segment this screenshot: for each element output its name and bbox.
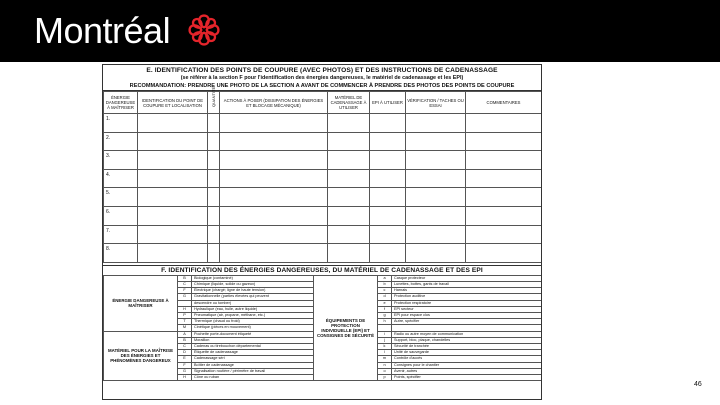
item-code: P (178, 312, 192, 318)
empty-cell (138, 169, 208, 188)
epi-code: a (378, 275, 392, 281)
epi-code: c (378, 288, 392, 294)
empty-cell (406, 244, 466, 263)
epi-code: h (378, 319, 392, 325)
epi-label: Protection auditive (392, 294, 543, 300)
epi-label: EPI secteur (392, 306, 543, 312)
city-logo-wordmark: Montréal (34, 10, 171, 51)
item-label: Gravitationnelle (parties élevées qui peuvent (192, 294, 314, 300)
empty-cell (208, 206, 220, 225)
item-label: Thermique (chaud ou froid) (192, 319, 314, 325)
empty-cell (138, 114, 208, 133)
energies-materials-table (103, 275, 542, 381)
empty-cell (220, 132, 328, 151)
epi-code: d (378, 294, 392, 300)
empty-cell (208, 114, 220, 133)
item-label: Hydraulique (eau, huile, autre liquide) (192, 306, 314, 312)
table-row (104, 244, 542, 263)
empty-cell (370, 244, 406, 263)
empty-cell (208, 244, 220, 263)
row-number: 7. (104, 225, 138, 244)
row-number: 8. (104, 244, 138, 263)
item-label: Électrique (chargé; ligne de haute tension) (192, 288, 314, 294)
header-banner (0, 0, 720, 62)
row-number: 3. (104, 151, 138, 170)
col-header: IDENTIFICATION DU POINT DE COUPURE ET LOCALISATION (138, 92, 208, 114)
epi-code: e (378, 300, 392, 306)
empty-cell (220, 169, 328, 188)
item-code: F (178, 362, 192, 368)
rosette-logo-icon (186, 12, 222, 48)
section-e-recommendation: RECOMMANDATION: PRENDRE UNE PHOTO DE LA SECTION A AVANT DE COMMENCER À PRENDRE DES PHOTOS DES POINTS DE COUPURE (103, 82, 541, 91)
table-row (104, 188, 542, 207)
row-number: 1. (104, 114, 138, 133)
empty-cell (220, 225, 328, 244)
empty-cell (220, 188, 328, 207)
epi-label: Avenir, autres (392, 368, 543, 374)
empty-cell (220, 244, 328, 263)
empty-cell (328, 225, 370, 244)
item-label: Moraillon (192, 337, 314, 343)
empty-cell (406, 225, 466, 244)
empty-cell (370, 169, 406, 188)
item-code: B (178, 337, 192, 343)
item-code: D (178, 350, 192, 356)
empty-cell (370, 188, 406, 207)
empty-cell (466, 151, 542, 170)
item-code: G (178, 294, 192, 300)
empty-cell (208, 151, 220, 170)
epi-label: EPI pour espace clos (392, 312, 543, 318)
section-e-subtitle: (se référer à la section F pour l'identification des énergies dangereuses, le matériel de cadenassage et les EPI) (180, 75, 464, 81)
row-number: 4. (104, 169, 138, 188)
epi-code: f (378, 306, 392, 312)
empty-cell (370, 114, 406, 133)
item-code: T (178, 319, 192, 325)
empty-cell (220, 206, 328, 225)
table-row (104, 225, 542, 244)
row-number: 6. (104, 206, 138, 225)
empty-cell (406, 188, 466, 207)
empty-cell (406, 151, 466, 170)
empty-cell (138, 206, 208, 225)
epi-label: Radio ou autre moyen de communication (392, 331, 543, 337)
empty-cell (138, 188, 208, 207)
epi-code: j (378, 337, 392, 343)
item-label: Chimique (liquide, solide ou gazeux) (192, 281, 314, 287)
item-label: Cinétique (pièces en mouvement) (192, 325, 314, 331)
energy-group-label: ÉNERGIE DANGEREUSE À MAÎTRISER (104, 275, 178, 331)
empty-cell (466, 244, 542, 263)
epi-code: i (378, 331, 392, 337)
empty-cell (370, 132, 406, 151)
empty-cell (208, 225, 220, 244)
epi-label: Casque protecteur (392, 275, 543, 281)
item-label: Étiquette de cadenassage (192, 350, 314, 356)
item-code: G (178, 368, 192, 374)
item-code: H (178, 306, 192, 312)
epi-code: o (378, 368, 392, 374)
epi-label: Support, bloc, plaque, chandelles (392, 337, 543, 343)
section-f-title: F. IDENTIFICATION DES ÉNERGIES DANGEREUSES, DU MATÉRIEL DE CADENASSAGE ET DES EPI (103, 265, 541, 275)
empty-cell (138, 132, 208, 151)
item-label: Biologique (contaminé) (192, 275, 314, 281)
epi-label: Sécurité de tranchée (392, 343, 543, 349)
empty-cell (466, 114, 542, 133)
item-label: Cône ou ruban (192, 375, 314, 381)
empty-cell (370, 151, 406, 170)
col-header: ACTIONS À POSER (DISSIPATION DES ÉNERGIES ET BLOCAGE MÉCANIQUE) (220, 92, 328, 114)
empty-cell (466, 132, 542, 151)
epi-code: p (378, 375, 392, 381)
table-row (104, 206, 542, 225)
epi-label: Lunettes, bottes, gants de travail (392, 281, 543, 287)
col-header: VÉRIFICATION / TACHES OU ESSAI (406, 92, 466, 114)
empty-cell (138, 225, 208, 244)
item-label: Cadenassage séri (192, 356, 314, 362)
empty-cell (208, 169, 220, 188)
item-code: E (178, 356, 192, 362)
col-header: ÉNERGIE DANGEREUSE À MAÎTRISER (104, 92, 138, 114)
epi-code: n (378, 362, 392, 368)
epi-code: m (378, 356, 392, 362)
empty-cell (406, 132, 466, 151)
empty-cell (328, 132, 370, 151)
empty-cell (406, 169, 466, 188)
item-code: B (178, 275, 192, 281)
epi-label: Contrôle d'accès (392, 356, 543, 362)
col-header: QUANTITÉ (208, 92, 220, 114)
empty-cell (328, 188, 370, 207)
epi-label: Harnais (392, 288, 543, 294)
col-header: EPI À UTILISER (370, 92, 406, 114)
table-row (104, 151, 542, 170)
epi-group-label: ÉQUIPEMENTS DE PROTECTION INDIVIDUELLE (EPI) ET CONSIGNES DE SÉCURITÉ (314, 275, 378, 380)
empty-cell (370, 225, 406, 244)
item-code: H (178, 375, 192, 381)
epi-code: k (378, 343, 392, 349)
item-code: A (178, 331, 192, 337)
item-label: Pochette porte-document étiqueté (192, 331, 314, 337)
empty-cell (328, 169, 370, 188)
empty-cell (328, 244, 370, 263)
section-e-title: E. IDENTIFICATION DES POINTS DE COUPURE (AVEC PHOTOS) ET DES INSTRUCTIONS DE CADENASSAGE (146, 67, 498, 74)
empty-cell (466, 206, 542, 225)
epi-code: b (378, 281, 392, 287)
empty-cell (208, 188, 220, 207)
empty-cell (208, 132, 220, 151)
empty-cell (220, 151, 328, 170)
table-row (104, 132, 542, 151)
item-label: Signalisation routière / périmètre de travail (192, 368, 314, 374)
row-number: 5. (104, 188, 138, 207)
item-label: Cadenas ou tirebouchon départemental (192, 343, 314, 349)
row-number: 2. (104, 132, 138, 151)
epi-label: Unité de sauvegarde (392, 350, 543, 356)
lockout-form-sheet (102, 64, 542, 400)
table-row (104, 114, 542, 133)
epi-label: Points, spécifier (392, 375, 543, 381)
empty-cell (138, 244, 208, 263)
table-row (104, 169, 542, 188)
item-label: Pneumatique (air, propane, méthane, etc.) (192, 312, 314, 318)
empty-cell (406, 114, 466, 133)
item-code: C (178, 343, 192, 349)
item-label: Boîtier de cadenassage (192, 362, 314, 368)
page-number: 46 (694, 381, 702, 388)
empty-cell (466, 225, 542, 244)
epi-label: Autre, spécifier (392, 319, 543, 325)
empty-cell (328, 206, 370, 225)
empty-cell (328, 114, 370, 133)
col-header: COMMENTAIRES (466, 92, 542, 114)
empty-cell (466, 169, 542, 188)
empty-cell (466, 188, 542, 207)
item-code: C (178, 281, 192, 287)
table-header-row (104, 92, 542, 114)
empty-cell (138, 151, 208, 170)
empty-cell (220, 114, 328, 133)
empty-cell (406, 206, 466, 225)
item-code: F (178, 288, 192, 294)
epi-code: g (378, 312, 392, 318)
epi-label: Consignes pour le chantier (392, 362, 543, 368)
epi-code: l (378, 350, 392, 356)
empty-cell (328, 151, 370, 170)
material-group-label: MATÉRIEL POUR LA MAÎTRISE DES ÉNERGIES ET PHÉNOMÈNES DANGEREUX (104, 331, 178, 381)
epi-label: Protection respiratoire (392, 300, 543, 306)
col-header: MATÉRIEL DE CADENASSAGE À UTILISER (328, 92, 370, 114)
empty-cell (370, 206, 406, 225)
item-label: descendre ou tomber) (192, 300, 314, 306)
item-code: M (178, 325, 192, 331)
